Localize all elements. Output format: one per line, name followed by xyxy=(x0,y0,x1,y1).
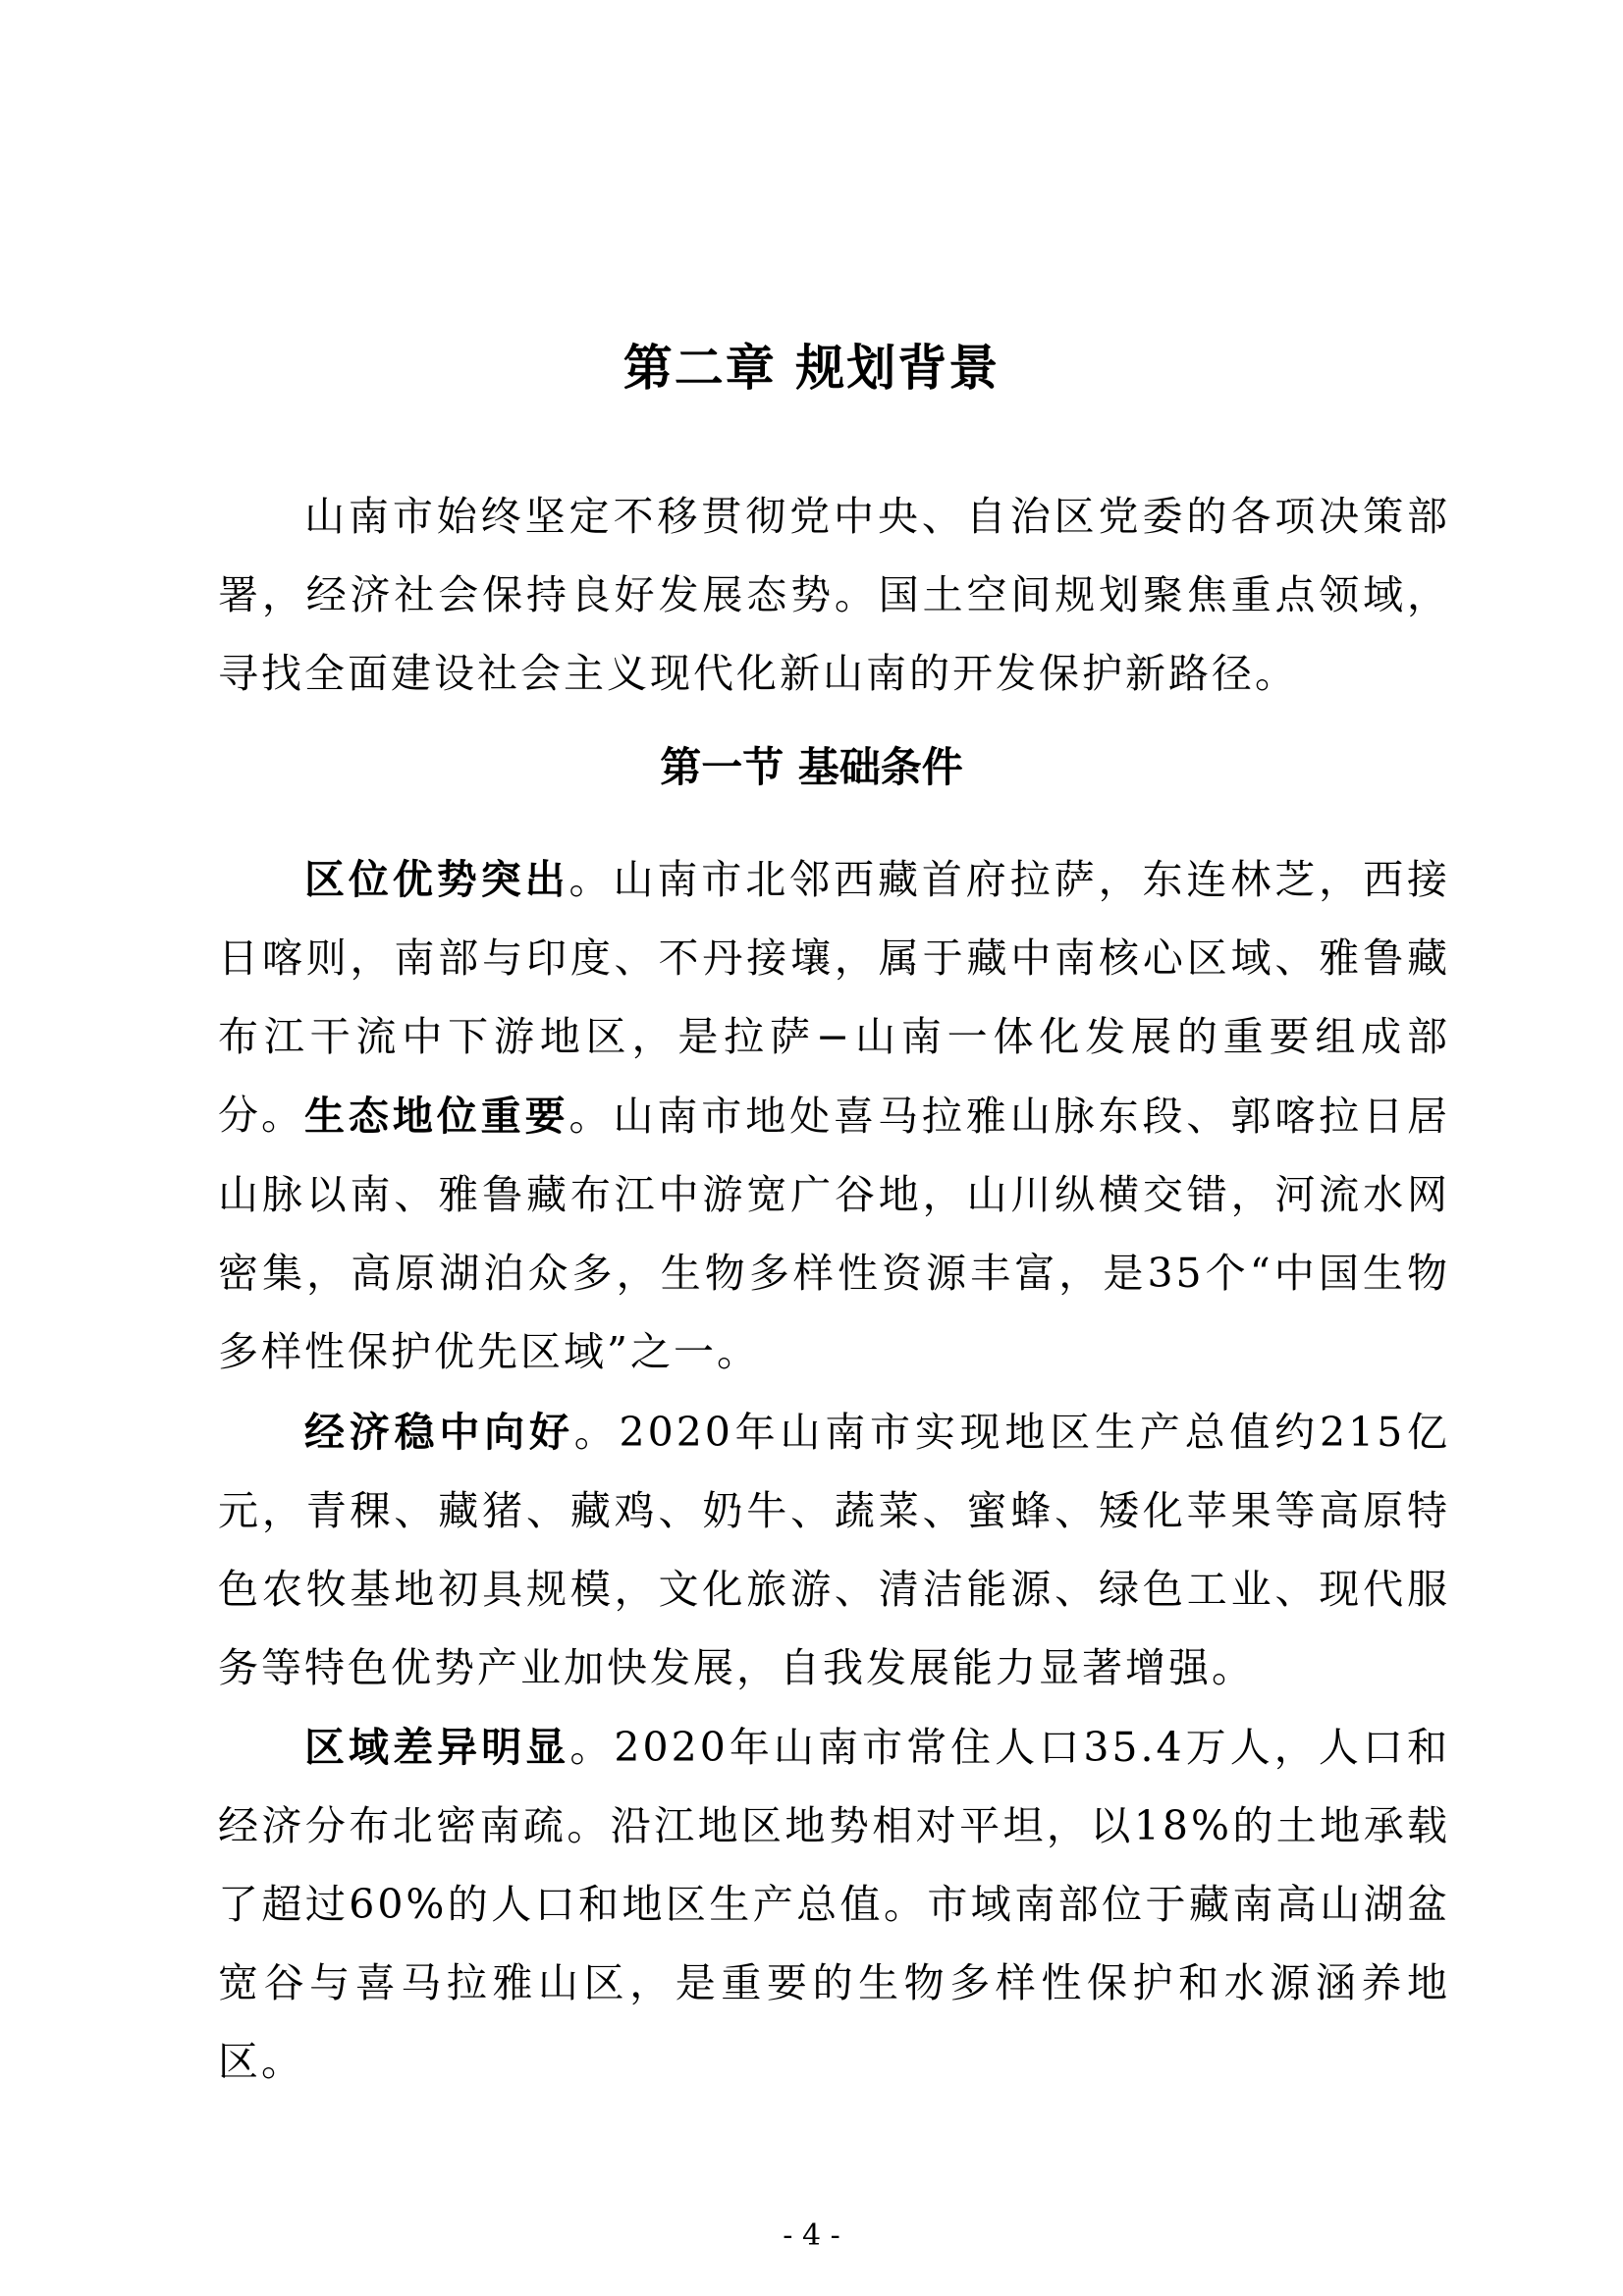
paragraph-ecological-status xyxy=(218,1077,1450,1391)
intro-paragraph: 山南市始终坚定不移贯彻党中央、自治区党委的各项决策部署，经济社会保持良好发展态势。国土空间规划聚焦重点领域，寻找全面建设社会主义现代化新山南的开发保护新路径。 xyxy=(218,493,1450,697)
paragraph-regional-differences xyxy=(218,1708,1450,2101)
section-title: 第一节 基础条件 xyxy=(660,743,963,791)
chapter-title: 第二章 规划背景 xyxy=(622,339,1001,397)
paragraph-economic-growth xyxy=(218,1393,1450,1707)
paragraph-lead: 经济稳中向好 xyxy=(304,1409,574,1456)
paragraph-lead: 生态地位重要 xyxy=(304,1093,569,1140)
paragraph-body: 。2020年山南市常住人口35.4万人，人口和经济分布北密南疏。沿江地区地势相对平坦，以18%的土地承载了超过60%的人口和地区生产总值。市域南部位于藏南高山湖盆宽谷与喜马拉雅山区，是重要的生物多样性保护和水源涵养地区。 xyxy=(218,1724,1450,2085)
paragraph-body: 。山南市北邻西藏首府拉萨，东连林芝，西接日喀则，南部与印度、不丹接壤，属于藏中南核心区域、雅鲁藏布江干流中下游地区，是拉萨−山南一体化发展的重要组成部分。 xyxy=(218,856,1451,1139)
paragraph-lead: 区域差异明显 xyxy=(304,1724,570,1771)
paragraph-body: 。山南市地处喜马拉雅山脉东段、郭喀拉日居山脉以南、雅鲁藏布江中游宽广谷地，山川纵横交错，河流水网密集，高原湖泊众多，生物多样性资源丰富，是35个“中国生物多样性保护优先区域”之一。 xyxy=(218,1093,1451,1375)
page-number: - 4 - xyxy=(783,2218,840,2253)
paragraph-body: 。2020年山南市实现地区生产总值约215亿元，青稞、藏猪、藏鸡、奶牛、蔬菜、蜜蜂、矮化苹果等高原特色农牧基地初具规模，文化旅游、清洁能源、绿色工业、现代服务等特色优势产业加快发展，自我发展能力显著增强。 xyxy=(218,1409,1450,1691)
paragraph-lead: 区位优势突出 xyxy=(304,856,569,903)
